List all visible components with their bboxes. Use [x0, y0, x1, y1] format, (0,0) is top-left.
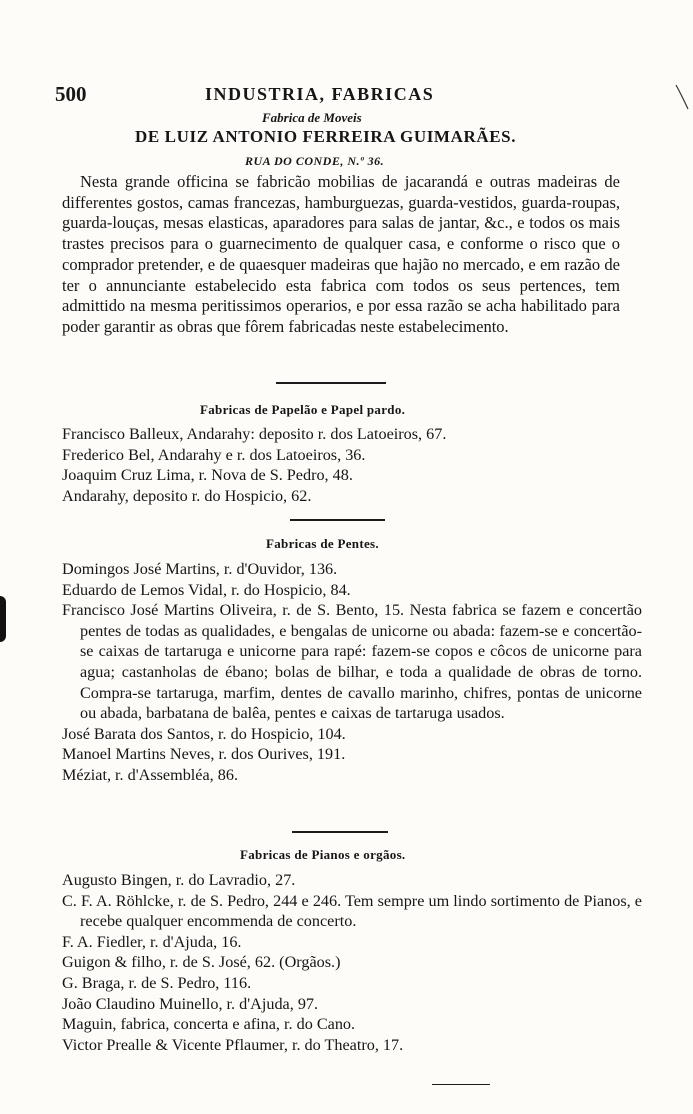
list-item: João Claudino Muinello, r. d'Ajuda, 97. — [62, 994, 319, 1013]
section-title-papelao: Fabricas de Papelão e Papel pardo. — [200, 402, 406, 417]
list-item: Joaquim Cruz Lima, r. Nova de S. Pedro, 48. — [62, 466, 353, 485]
page-corner-mark — [675, 84, 689, 110]
section-pentes-list — [62, 559, 642, 786]
furniture-paragraph: Nesta grande officina se fabricão mobilias de jacarandá e outras madeiras de differentes gostos, camas francezas, hamburguezas, guarda-vestidos, guarda-roupas, guarda-louças, mesas elasticas, aparadores para salas de jantar, &c., e todos os mais trastes precisos para o guarnecimento de qualquer casa, e conforme o risco que o comprador pretender, e de quaesquer madeiras que hajão no mercado, e em razão de ter o annunciante estabelecido esta fabrica com todos os seus pertences, tem admittido na mesma peritissimos operarios, e por essa razão se acha habilitado para poder garantir as obras que fôrem fabricadas neste estabelecimento. — [62, 172, 620, 336]
list-item: Andarahy, deposito r. do Hospicio, 62. — [62, 486, 312, 505]
closing-divider — [432, 1084, 490, 1085]
list-item: G. Braga, r. de S. Pedro, 116. — [62, 973, 252, 992]
section-title-pentes: Fabricas de Pentes. — [266, 536, 379, 551]
list-item: Francisco Balleux, Andarahy: deposito r. dos Latoeiros, 67. — [62, 425, 447, 443]
list-item: Domingos José Martins, r. d'Ouvidor, 136. — [62, 560, 338, 578]
section-divider — [292, 831, 388, 833]
section-pianos-list — [62, 870, 642, 1055]
list-item: C. F. A. Röhlcke, r. de S. Pedro, 244 e 246. Tem sempre um lindo sortimento de Pianos, e recebe qualquer encommenda de concerto. — [62, 891, 642, 931]
list-item: José Barata dos Santos, r. do Hospicio, 104. — [62, 724, 346, 743]
list-item: Eduardo de Lemos Vidal, r. do Hospicio, 84. — [62, 580, 351, 599]
section-title-pianos: Fabricas de Pianos e orgãos. — [240, 847, 406, 862]
list-item: Frederico Bel, Andarahy e r. dos Latoeiros, 36. — [62, 445, 366, 464]
section-papelao-list — [62, 424, 632, 506]
section-divider — [276, 382, 386, 384]
list-item: Augusto Bingen, r. do Lavradio, 27. — [62, 871, 296, 889]
list-item: Manoel Martins Neves, r. dos Ourives, 191. — [62, 745, 346, 764]
furniture-firm-name: DE LUIZ ANTONIO FERREIRA GUIMARÃES. — [135, 127, 517, 146]
list-item: F. A. Fiedler, r. d'Ajuda, 16. — [62, 932, 242, 951]
list-item: Méziat, r. d'Assembléa, 86. — [62, 765, 238, 784]
page-header — [55, 82, 615, 108]
running-title: INDUSTRIA, FABRICAS — [205, 84, 435, 104]
furniture-address: RUA DO CONDE, N.º 36. — [245, 154, 385, 168]
list-item: Francisco José Martins Oliveira, r. de S. Bento, 15. Nesta fabrica se fazem e concertão pentes de todas as qualidades, e bengalas de unicorne ou abada: fazem-se e concertão-se caixas de tartaruga e unicorne para rapé: fazem-se copos e côcos de unicorne para agua; castanholas de ébano; bolas de bilhar, e toda a qualidade de obras de torno. Compra-se tartaruga, marfim, dentes de cavallo marinho, chifres, pontas de unicorne ou abada, barbatana de balêa, pentes e caixas de tartaruga usados. — [62, 601, 642, 723]
section-divider — [290, 519, 385, 521]
list-item: Maguin, fabrica, concerta e afina, r. do Cano. — [62, 1015, 356, 1034]
list-item: Victor Prealle & Vicente Pflaumer, r. do Theatro, 17. — [62, 1035, 404, 1054]
list-item: Guigon & filho, r. de S. José, 62. (Orgãos.) — [62, 953, 341, 972]
furniture-subheading: Fabrica de Moveis — [262, 110, 362, 125]
binding-edge-mark — [0, 596, 6, 642]
page-number: 500 — [55, 82, 87, 106]
